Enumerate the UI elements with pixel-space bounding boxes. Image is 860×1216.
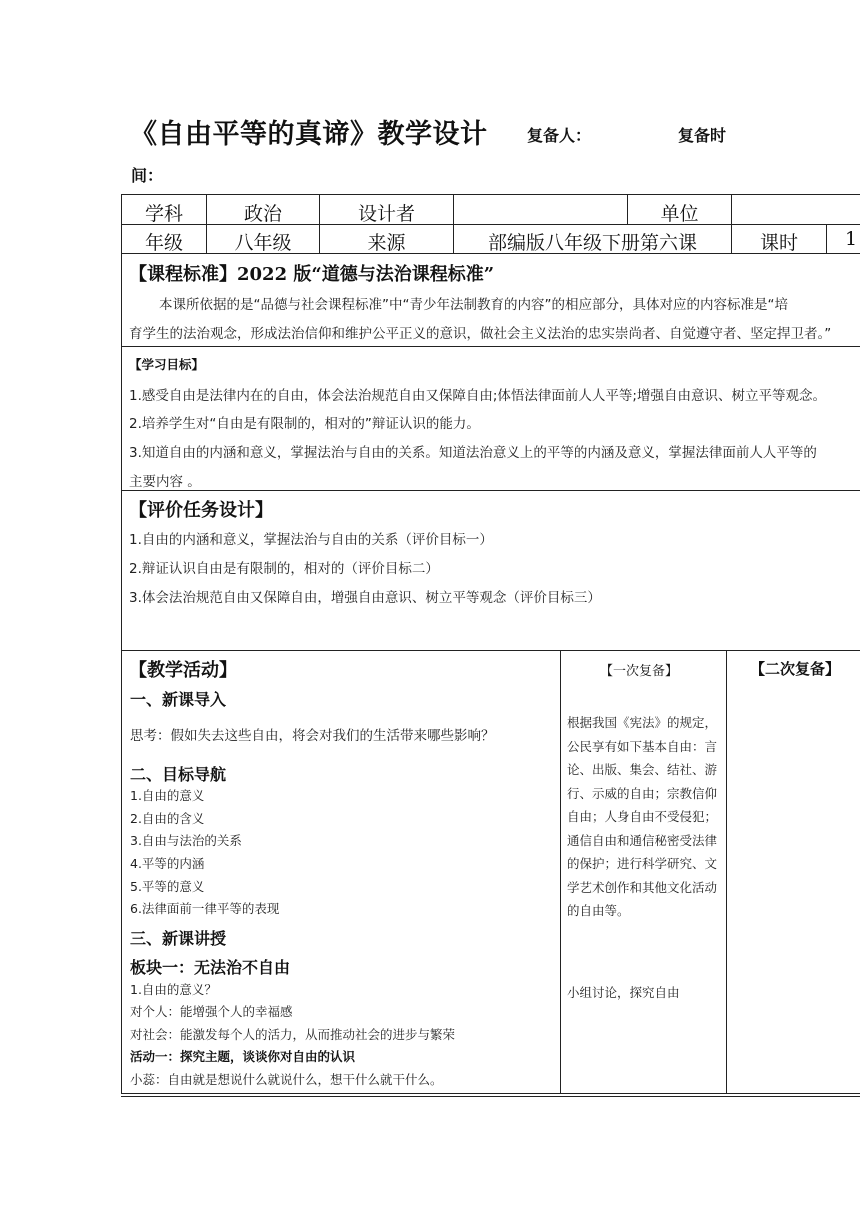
grade-value: 八年级 (234, 232, 292, 254)
activities-heading: 【教学活动】 (129, 660, 237, 681)
section-intro-heading: 一、新课导入 (130, 690, 227, 709)
block1-item: 对社会：能激发每个人的活力，从而推动社会的进步与繁荣 (130, 1027, 456, 1042)
unit-label: 单位 (660, 203, 699, 225)
first-prep-text: 根据我国《宪法》的规定，公民享有如下基本自由：言论、出版、集会、结社、游行、示威的自由；宗教信仰自由；人身自由不受侵犯；通信自由和通信秘密受法律的保护；进行科学研究、文学艺术创作和其他文化活动的自由等。 (567, 715, 718, 918)
first-prep-note: 小组讨论，探究自由 (567, 985, 680, 1000)
second-prep-heading: 【二次复备】 (750, 660, 841, 678)
goal-item: 主要内容 。 (129, 474, 201, 490)
goal-nav-item: 2.自由的含义 (130, 811, 205, 826)
goal-nav-item: 1.自由的意义 (130, 788, 205, 803)
source-value: 部编版八年级下册第六课 (487, 232, 697, 254)
activities-col-divider (560, 650, 561, 1094)
prep-time-label: 复备时 (678, 126, 727, 145)
designer-label: 设计者 (357, 203, 415, 225)
evaluation-item: 3.体会法治规范自由又保障自由，增强自由意识、树立平等观念（评价目标三） (129, 590, 601, 606)
grade-label: 年级 (144, 232, 183, 254)
source-label: 来源 (367, 232, 406, 254)
section-divider (121, 650, 860, 651)
section-goals-heading: 二、目标导航 (130, 765, 227, 784)
periods-label: 课时 (759, 232, 798, 254)
table-border-left (121, 194, 122, 1094)
section-lecture-heading: 三、新课讲授 (130, 929, 227, 948)
periods-value: 1 (845, 228, 858, 250)
curriculum-heading: 【课程标准】2022 版“道德与法治课程标准” (129, 264, 495, 285)
preparer-label: 复备人： (527, 126, 592, 145)
activity1-heading: 活动一：探究主题，谈谈你对自由的认识 (130, 1049, 356, 1064)
first-prep-heading: 【一次复备】 (600, 664, 679, 679)
block1-heading: 板块一：无法治不自由 (130, 958, 291, 977)
goal-nav-item: 6.法律面前一律平等的表现 (130, 901, 280, 916)
activities-col-divider (726, 650, 727, 1094)
evaluation-item: 1.自由的内涵和意义，掌握法治与自由的关系（评价目标一） (129, 532, 493, 548)
table-bottom-border-double (121, 1096, 860, 1097)
curriculum-text-line1: 本课所依据的是“品德与社会课程标准”中“青少年法制教育的内容”的相应部分，具体对应的内容标准是“培 (159, 297, 788, 313)
subject-label: 学科 (144, 203, 183, 225)
goal-nav-item: 4.平等的内涵 (130, 856, 205, 871)
goal-nav-item: 3.自由与法治的关系 (130, 833, 242, 848)
section-intro-text: 思考：假如失去这些自由，将会对我们的生活带来哪些影响？ (130, 728, 495, 744)
block1-item: 1.自由的意义？ (130, 982, 217, 997)
curriculum-text-line2: 育学生的法治观念，形成法治信仰和维护公平正义的意识，做社会主义法治的忠实崇尚者、自觉遵守者、坚定捍卫者。” (129, 326, 832, 342)
goal-item: 1.感受自由是法律内在的自由，体会法治规范自由又保障自由;体悟法律面前人人平等;增强自由意识、树立平等观念。 (129, 388, 826, 404)
goal-item: 3.知道自由的内涵和意义，掌握法治与自由的关系。知道法治意义上的平等的内涵及意义，掌握法律面前人人平等的 (129, 445, 817, 461)
block1-item: 对个人：能增强个人的幸福感 (130, 1004, 293, 1019)
section-divider (121, 346, 860, 347)
prep-time-label-cont: 间： (131, 166, 164, 185)
table-bottom-border (121, 1093, 860, 1094)
subject-value: 政治 (243, 203, 282, 225)
section-divider (121, 490, 860, 491)
xiaorui-quote: 小蕊：自由就是想说什么就说什么，想干什么就干什么。 (130, 1072, 443, 1087)
evaluation-item: 2.辩证认识自由是有限制的，相对的（评价目标二） (129, 561, 439, 577)
goal-nav-item: 5.平等的意义 (130, 879, 205, 894)
evaluation-heading: 【评价任务设计】 (129, 500, 273, 521)
goals-heading: 【学习目标】 (129, 357, 205, 372)
table-border-top (121, 194, 860, 195)
goal-item: 2.培养学生对“自由是有限制的，相对的”辩证认识的能力。 (129, 416, 480, 432)
document-title: 《自由平等的真谛》教学设计 (130, 119, 488, 150)
